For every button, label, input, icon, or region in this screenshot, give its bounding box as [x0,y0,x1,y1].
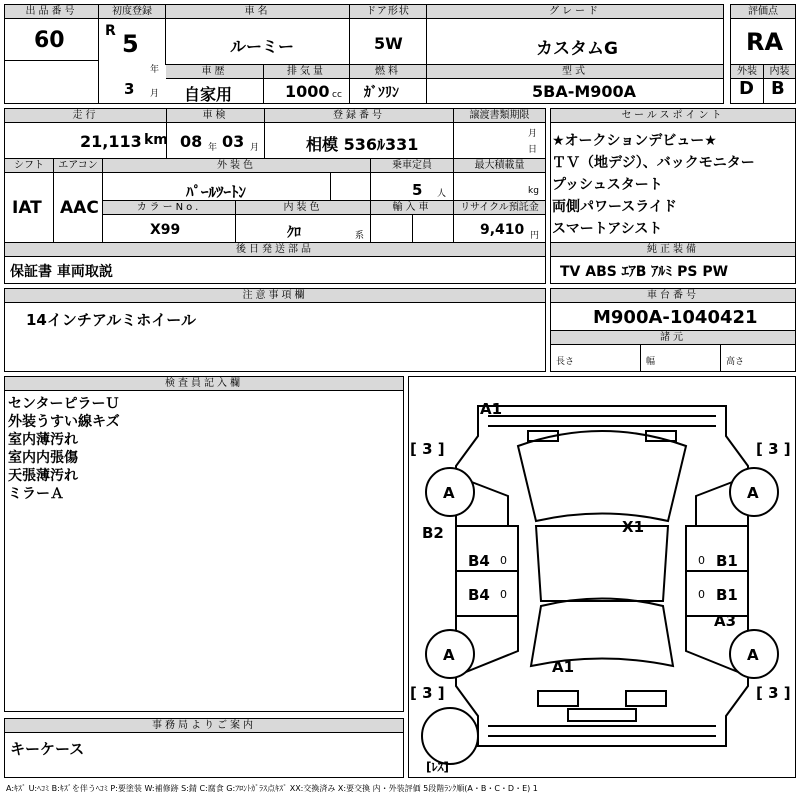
fuel-value: ｶﾞｿﾘﾝ [364,85,399,101]
recycle-value: 9,410 [480,222,525,238]
specs-label: 諸元 [551,331,795,345]
capacity-label: 乗車定員 [371,159,453,173]
mark-rear: A1 [552,658,575,676]
first-reg-month: 3 [124,80,135,98]
sales-point-1: ★オークションデビュー★ [552,133,717,149]
inspection-year-unit: 年 [208,143,218,153]
shift-value: IAT [12,198,42,218]
grade-value: カスタムG [536,39,618,59]
genuine-equipment-label: 純正装備 [551,243,795,257]
width-label: 幅 [646,357,656,367]
inspector-line-3: 室内薄汚れ [8,432,78,448]
chassis-value: M900A-1040421 [593,307,758,328]
transfer-label: 譲渡書類期限 [454,109,545,123]
name-value: ルーミー [230,37,295,56]
fuel-label: 燃料 [350,65,426,79]
first-reg-label: 初度登録 [99,5,165,19]
import-label: 輸入車 [371,201,453,215]
transfer-month-unit: 月 [528,129,538,139]
office-value: キーケース [10,740,85,758]
mark-fl-wheel: A [443,484,455,502]
mileage-value: 21,113 [80,132,142,151]
exterior-label: 外装 [731,65,763,79]
tire-label-rr: [ 3 ] [756,684,791,702]
score-value: RA [746,28,784,56]
inspector-line-1: センターピラーＵ [8,396,120,412]
max-load-label: 最大積載量 [454,159,545,173]
later-parts-value: 保証書 車両取説 [10,264,113,280]
name-label: 車名 [166,5,349,19]
tire-label-rl: [ 3 ] [410,684,445,702]
mark-right-rear-fender: A3 [714,612,737,630]
inspector-line-2: 外装うすい線キズ [8,414,120,430]
max-load-unit: kg [528,186,539,196]
inspector-line-5: 天張薄汚れ [8,468,78,484]
grade-label: グレード [427,5,723,19]
mark-roof: X1 [622,518,645,536]
mark-left-rear-door: B4 [468,586,490,604]
tire-label-fr: [ 3 ] [756,440,791,458]
interior-value: B [771,78,785,99]
inspection-month-unit: 月 [250,143,260,153]
model-label: 型式 [427,65,723,79]
rear-bumper [488,726,716,736]
mark-rr-wheel: A [747,646,759,664]
int-color-value: ｸﾛ [287,225,301,241]
ac-label: エアコン [54,159,102,173]
capacity-unit: 人 [437,189,447,199]
small-mark-3: 0 [500,588,507,601]
inspector-line-6: ミラーＡ [8,486,64,502]
sales-points-label: セールスポイント [551,109,795,123]
legend-text: A:ｷｽﾞ U:ﾍｺﾐ B:ｷｽﾞを伴うﾍｺﾐ P:要塗装 W:補修跡 S:錆 C:腐食 G:ﾌﾛﾝﾄｶﾞﾗｽ点ｷｽﾞ XX:交換済み X:要交換 内・外装評価 5段階ﾗﾝｸ順(A・B・C・D・E) 1 [6,784,538,793]
car-body-outline [456,406,748,746]
car-diagram [408,376,796,778]
history-label: 車歴 [166,65,263,79]
int-color-label: 内装色 [236,201,370,215]
small-mark-4: 0 [698,588,705,601]
mileage-label: 走行 [5,109,166,123]
sales-point-5: スマートアシスト [552,221,663,237]
mark-rl-wheel: A [443,646,455,664]
lot-value: 60 [34,28,65,53]
exterior-value: D [739,78,754,99]
transfer-day-unit: 日 [528,145,538,155]
door-label: ドア形状 [350,5,426,19]
capacity-value: 5 [412,181,423,199]
color-no-value: X99 [150,222,181,238]
mark-right-front-door: B1 [716,552,738,570]
spare-label: [ﾚｽ] [426,760,449,774]
rear-lamps [538,691,666,706]
ext-color-value: ﾊﾟｰﾙﾂｰﾄﾝ [186,183,247,201]
mark-left-fender: B2 [422,524,444,542]
month-unit: 月 [150,89,160,99]
inspector-line-4: 室内内張傷 [8,450,78,466]
door-value: 5W [374,34,403,53]
interior-label: 内装 [764,65,795,79]
length-label: 長さ [556,357,575,367]
office-label: 事務局よりご案内 [5,719,403,733]
rear-window [531,599,673,667]
rear-plate [568,709,636,721]
first-reg-year: 5 [122,30,139,58]
color-no-label: カラーNo. [103,201,235,215]
recycle-label: リサイクル預託金 [454,201,545,215]
mark-fr-wheel: A [747,484,759,502]
displacement-unit: cc [332,90,342,100]
caution-label: 注意事項欄 [5,289,545,303]
roof [536,526,668,601]
later-parts-label: 後日発送部品 [5,243,545,257]
mark-left-front-door: B4 [468,552,490,570]
lot-label: 出品番号 [5,5,98,19]
sales-point-2: ＴＶ（地デジ）、バックモニター [552,155,755,171]
inspection-label: 車検 [167,109,264,123]
plate-label: 登録番号 [265,109,453,123]
front-bumper [488,416,716,426]
inspector-label: 検査員記入欄 [5,377,403,391]
ext-color-label: 外装色 [103,159,370,173]
year-unit: 年 [150,65,160,75]
plate-value: 相模 536ﾙ331 [306,135,419,154]
caution-value: 14インチアルミホイール [26,311,196,329]
inspection-year: 08 [180,132,203,151]
ac-value: AAC [60,198,99,218]
genuine-equipment-value: TV ABS ｴｱB ｱﾙﾐ PS PW [560,264,729,280]
spare-tire [422,708,478,764]
history-value: 自家用 [184,85,233,104]
small-mark-2: 0 [698,554,705,567]
mileage-unit: km [144,132,168,148]
displacement-value: 1000 [285,82,330,101]
height-label: 高さ [726,357,745,367]
mark-right-rear-door: B1 [716,586,738,604]
int-color-unit: 系 [355,231,365,241]
score-label: 評価点 [731,5,795,19]
chassis-label: 車台番号 [551,289,795,303]
tire-label-fl: [ 3 ] [410,440,445,458]
model-value: 5BA-M900A [532,82,637,101]
sales-point-3: プッシュスタート [552,177,663,193]
small-mark-1: 0 [500,554,507,567]
inspection-month: 03 [222,132,245,151]
displacement-label: 排気量 [264,65,349,79]
shift-label: シフト [5,159,53,173]
era-value: R [105,23,116,39]
sales-point-4: 両側パワースライド [552,199,677,215]
recycle-unit: 円 [530,231,540,241]
windshield [518,431,686,521]
mark-front-bumper: A1 [480,400,503,418]
